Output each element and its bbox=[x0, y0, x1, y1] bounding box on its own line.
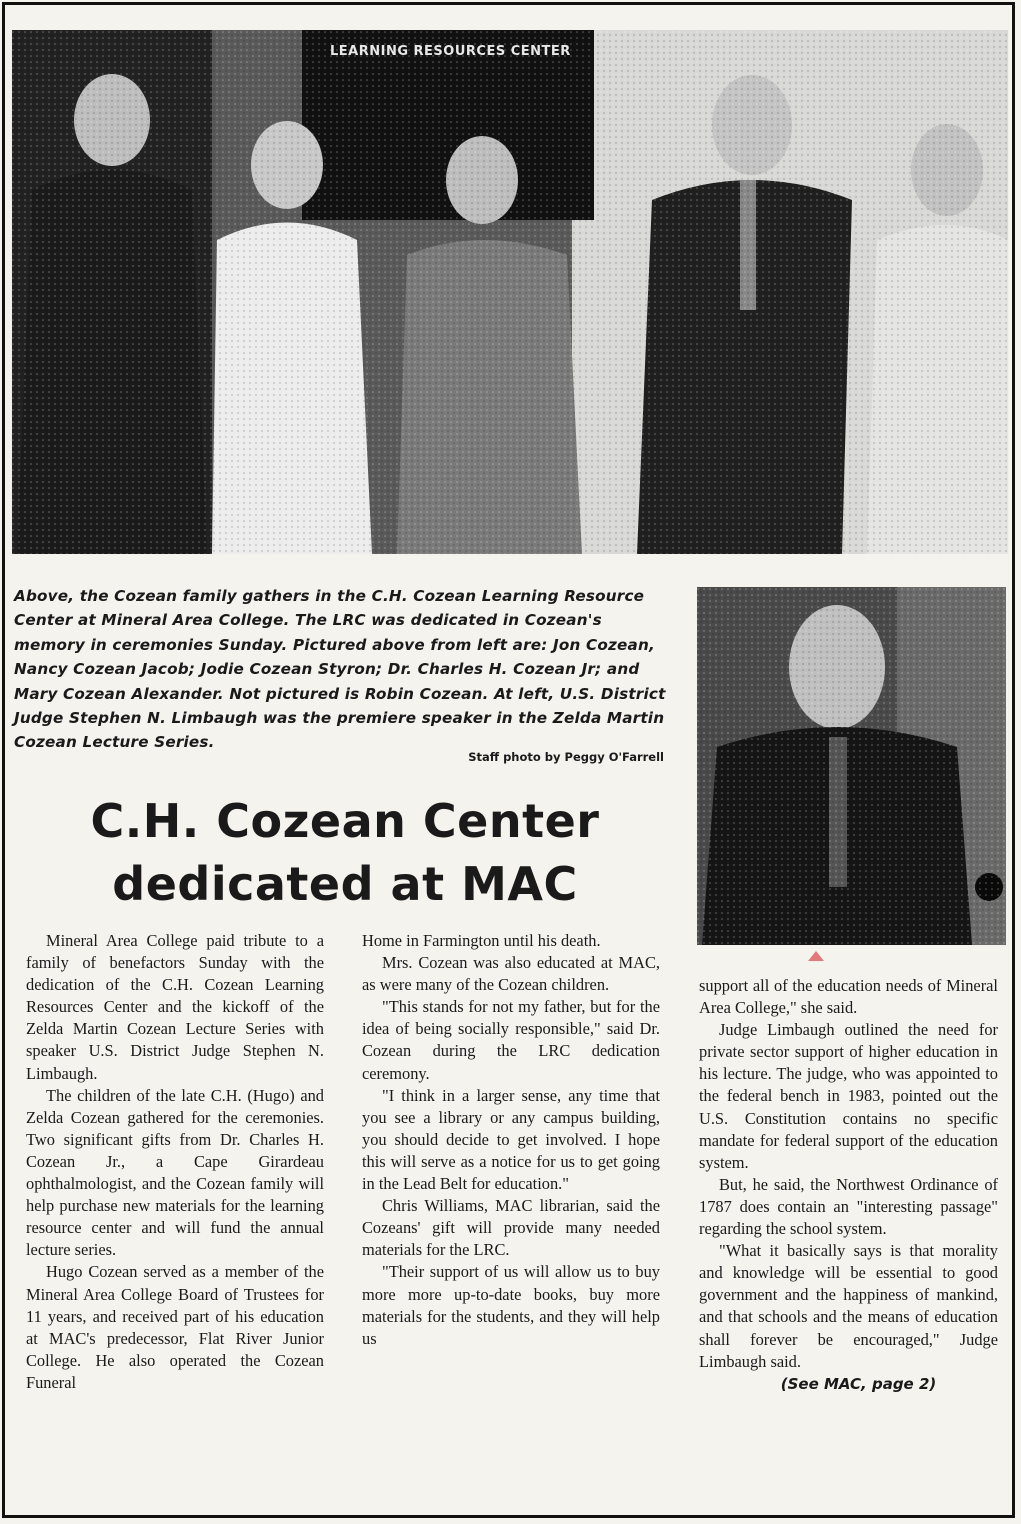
jump-line: (See MAC, page 2) bbox=[780, 1374, 937, 1393]
paragraph: "This stands for not my father, but for the idea of being socially responsible," said Dr. Cozean during the LRC dedication ceremony. bbox=[362, 997, 660, 1083]
paragraph: The children of the late C.H. (Hugo) and Zelda Cozean gathered for the ceremonies. Two significant gifts from Dr. Charles H. Cozean Jr., a Cape Girardeau ophthalmologist, and the Cozean family will help purchase new materials for the learning resource center and will fund the annual lecture series. bbox=[26, 1085, 324, 1260]
paragraph: support all of the education needs of Mineral Area College," she said. bbox=[699, 976, 998, 1018]
paragraph: Mineral Area College paid tribute to a family of benefactors Sunday with the dedication of the C.H. Cozean Learning Resources Center and the kickoff of the Zelda Martin Cozean Lecture Series with speaker U.S. District Judge Stephen N. Limbaugh. bbox=[26, 931, 324, 1083]
headline-line-2: dedicated at MAC bbox=[112, 857, 578, 911]
paragraph: Chris Williams, MAC librarian, said the Cozeans' gift will provide many needed materials for the LRC. bbox=[362, 1196, 660, 1260]
judge-photo-image bbox=[697, 587, 1006, 945]
article-column-1 bbox=[26, 930, 324, 1394]
judge-photo bbox=[697, 587, 1006, 945]
paragraph: Judge Limbaugh outlined the need for private sector support of higher education in his lecture. The judge, who was appointed to the federal bench in 1983, pointed out the U.S. Constitution contains no specific mandate for federal support of the education system. bbox=[699, 1020, 998, 1172]
headline bbox=[30, 790, 660, 916]
group-photo bbox=[12, 30, 1008, 554]
article-column-3 bbox=[699, 975, 998, 1395]
paragraph: "What it basically says is that morality and knowledge will be essential to good government and the happiness of mankind, and that schools and the means of education shall forever be encouraged," Judge Limbaugh said. bbox=[699, 1241, 998, 1371]
group-photo-image bbox=[12, 30, 1008, 554]
paragraph: Mrs. Cozean was also educated at MAC, as were many of the Cozean children. bbox=[362, 953, 660, 995]
headline-line-1: C.H. Cozean Center bbox=[90, 794, 600, 848]
article-column-2 bbox=[362, 930, 660, 1350]
photo-credit: Staff photo by Peggy O'Farrell bbox=[468, 750, 664, 764]
paragraph: Hugo Cozean served as a member of the Mineral Area College Board of Trustees for 11 years, and received part of his education at MAC's predecessor, Flat River Junior College. He also operated the Cozean Funeral bbox=[26, 1262, 324, 1392]
photo-caption: Above, the Cozean family gathers in the C.H. Cozean Learning Resource Center at Mineral Area College. The LRC was dedicated in Cozean's memory in ceremonies Sunday. Pictured above from left are: Jon Cozean, Nancy Cozean Jacob; Jodie Cozean Styron; Dr. Charles H. Cozean Jr; and Mary Cozean Alexander. Not pictured is Robin Cozean. At left, U.S. District Judge Stephen N. Limbaugh was the premiere speaker in the Zelda Martin Cozean Lecture Series. bbox=[14, 587, 666, 752]
paragraph: "Their support of us will allow us to buy more more up-to-date books, buy more materials for the students, and they will help us bbox=[362, 1262, 660, 1348]
paragraph: Home in Farmington until his death. bbox=[362, 931, 601, 950]
paragraph: But, he said, the Northwest Ordinance of 1787 does contain an "interesting passage" regarding the school system. bbox=[699, 1174, 998, 1239]
paragraph: "I think in a larger sense, any time that you see a library or any campus building, you should decide to get involved. I hope this will serve as a notice for us to get going in the Lead Belt for education." bbox=[362, 1085, 660, 1194]
triangle-marker-icon bbox=[808, 951, 824, 961]
plaque-title: LEARNING RESOURCES CENTER bbox=[330, 44, 571, 59]
